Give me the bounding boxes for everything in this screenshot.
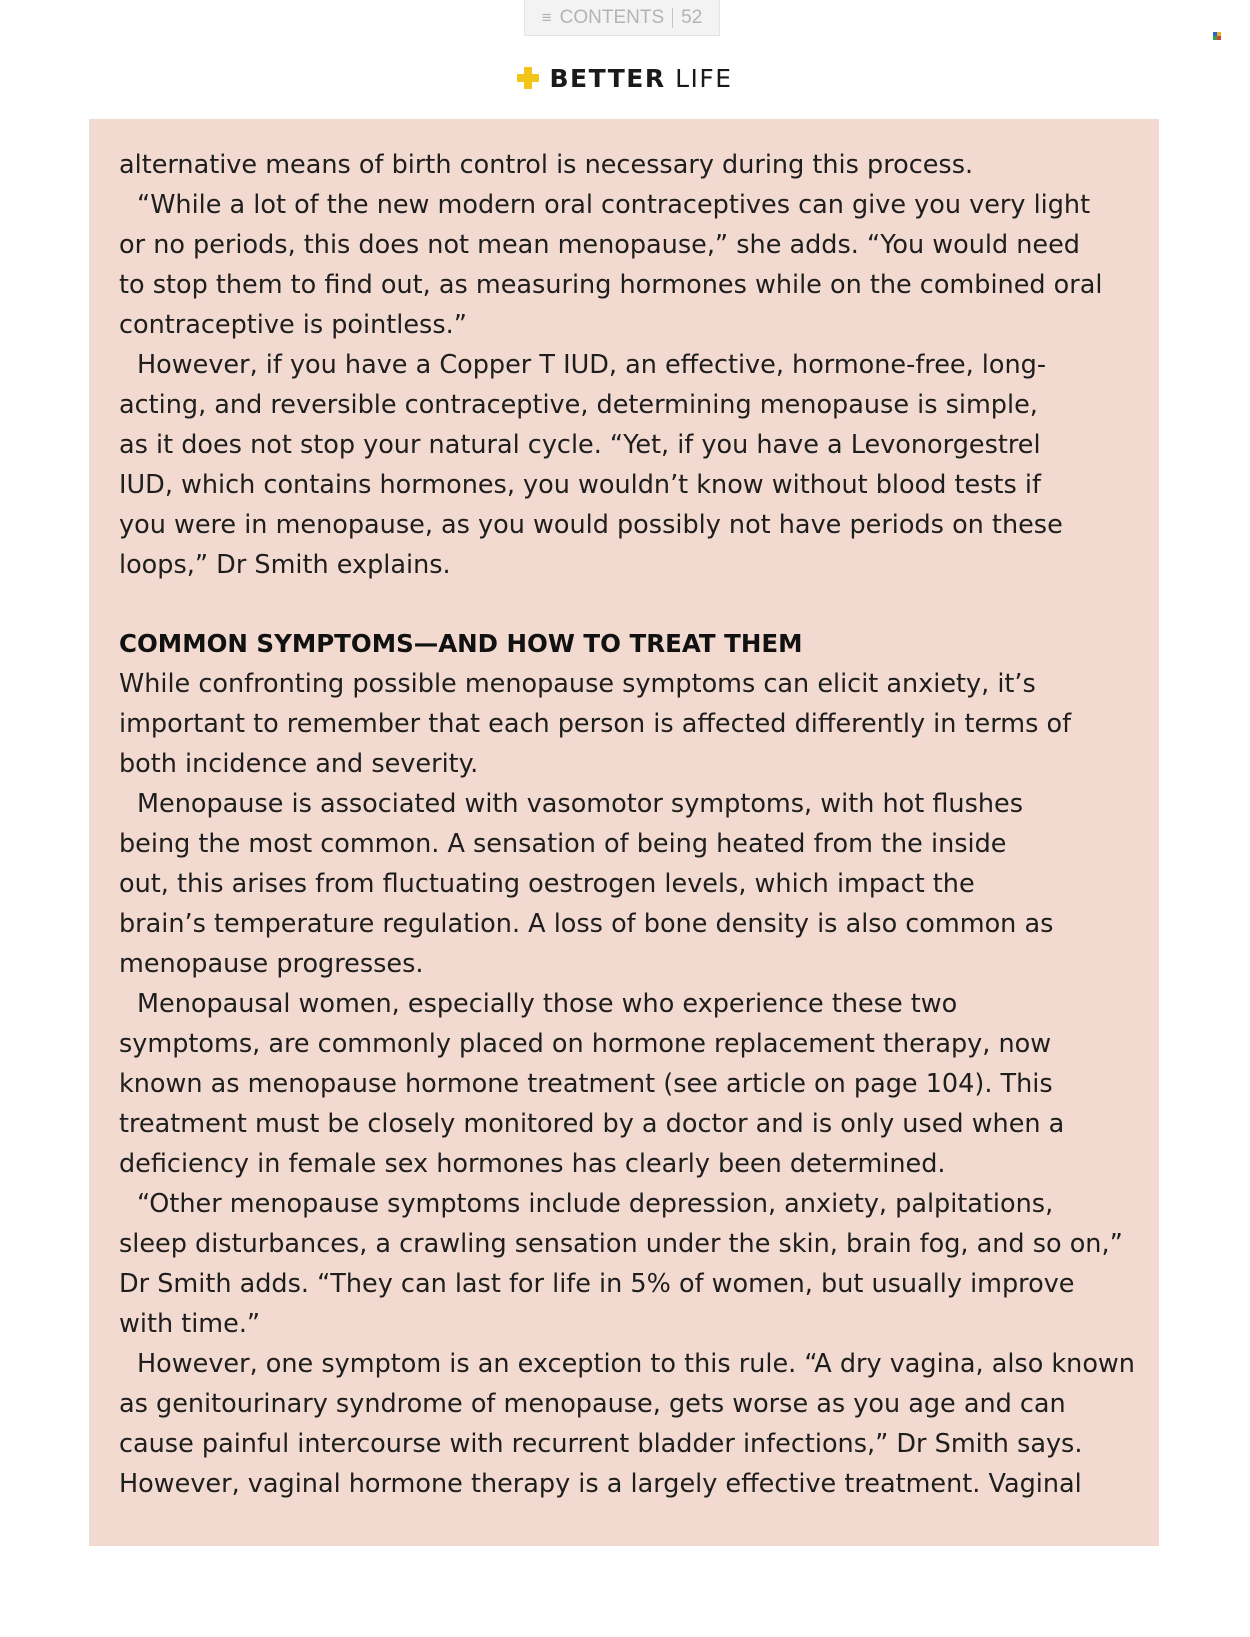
article-line: deficiency in female sex hormones has clearly been determined. (119, 1149, 946, 1179)
article-line: Menopausal women, especially those who experience these two (137, 989, 958, 1019)
article-line: “While a lot of the new modern oral contraceptives can give you very light (137, 190, 1091, 220)
article-line: out, this arises from fluctuating oestrogen levels, which impact the (119, 869, 975, 899)
article-line: as genitourinary syndrome of menopause, gets worse as you age and can (119, 1389, 1066, 1419)
contents-label: CONTENTS (559, 6, 665, 28)
article-line: While confronting possible menopause symptoms can elicit anxiety, it’s (119, 669, 1036, 699)
article-line: Menopause is associated with vasomotor symptoms, with hot flushes (137, 789, 1023, 819)
article-line: to stop them to find out, as measuring hormones while on the combined oral (119, 270, 1103, 300)
brand-title (549, 64, 732, 93)
article-line: “Other menopause symptoms include depression, anxiety, palpitations, (137, 1189, 1054, 1219)
article-line: acting, and reversible contraceptive, determining menopause is simple, (119, 390, 1038, 420)
article-line: sleep disturbances, a crawling sensation under the skin, brain fog, and so on,” (119, 1229, 1123, 1259)
article-panel (89, 119, 1159, 1546)
section-brand (0, 64, 1250, 93)
menu-icon: ≡ (541, 7, 552, 27)
article-line: cause painful intercourse with recurrent bladder infections,” Dr Smith says. (119, 1429, 1083, 1459)
article-line: important to remember that each person is affected differently in terms of (119, 709, 1072, 739)
article-line: IUD, which contains hormones, you wouldn’t know without blood tests if (119, 470, 1041, 500)
page-number: 52 (681, 6, 703, 28)
plus-cross-icon (517, 67, 539, 89)
article-line: menopause progresses. (119, 949, 424, 979)
article-line: being the most common. A sensation of being heated from the inside (119, 829, 1007, 859)
article-line: known as menopause hormone treatment (see article on page 104). This (119, 1069, 1053, 1099)
article-line: symptoms, are commonly placed on hormone replacement therapy, now (119, 1029, 1052, 1059)
article-line: loops,” Dr Smith explains. (119, 550, 451, 580)
brand-title-light: LIFE (675, 64, 733, 93)
article-line: alternative means of birth control is necessary during this process. (119, 150, 974, 180)
article-line: you were in menopause, as you would possibly not have periods on these (119, 510, 1063, 540)
section-heading: COMMON SYMPTOMS—AND HOW TO TREAT THEM (119, 629, 803, 658)
article-line: However, if you have a Copper T IUD, an effective, hormone-free, long- (137, 350, 1047, 380)
brand-title-bold: BETTER (549, 64, 666, 93)
article-line: brain’s temperature regulation. A loss of bone density is also common as (119, 909, 1054, 939)
tab-divider (672, 8, 673, 28)
article-line: or no periods, this does not mean menopause,” she adds. “You would need (119, 230, 1080, 260)
article-line: as it does not stop your natural cycle. “Yet, if you have a Levonorgestrel (119, 430, 1041, 460)
article-line: both incidence and severity. (119, 749, 479, 779)
article-line: Dr Smith adds. “They can last for life in 5% of women, but usually improve (119, 1269, 1075, 1299)
contents-button[interactable] (524, 0, 720, 36)
article-line: with time.” (119, 1309, 261, 1339)
article-line: treatment must be closely monitored by a doctor and is only used when a (119, 1109, 1065, 1139)
article-line: However, vaginal hormone therapy is a largely effective treatment. Vaginal (119, 1469, 1082, 1499)
corner-dots-icon (1213, 32, 1221, 40)
article-line: However, one symptom is an exception to this rule. “A dry vagina, also known (137, 1349, 1135, 1379)
article-line: contraceptive is pointless.” (119, 310, 467, 340)
